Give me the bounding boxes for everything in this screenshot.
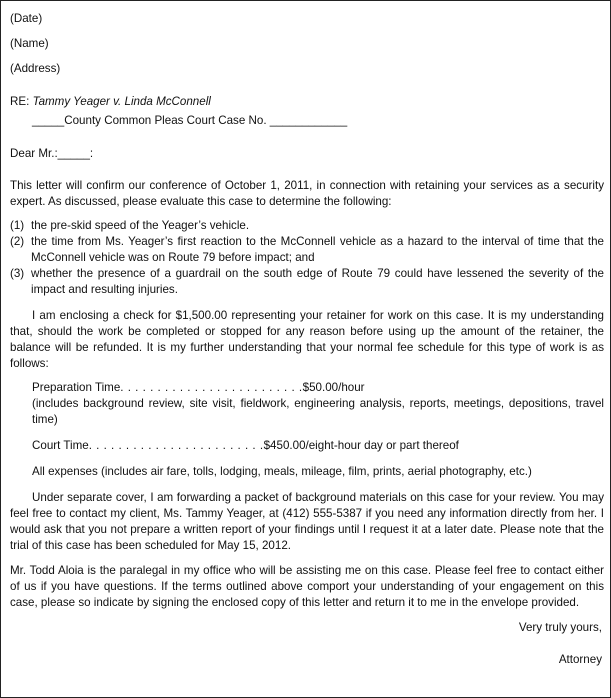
prep-rate: $50.00/hour [302, 381, 365, 394]
court-time-line [10, 438, 604, 454]
list-text: the pre-skid speed of the Yeager’s vehicle. [31, 219, 250, 232]
list-number: (3) [10, 267, 25, 280]
name-line: (Name) [10, 37, 49, 50]
court-rate: $450.00/eight-hour day or part thereof [263, 439, 459, 452]
list-item [10, 234, 604, 266]
list-item [10, 218, 604, 234]
preparation-time-line [10, 380, 604, 396]
re-parties: Tammy Yeager v. Linda McConnell [32, 95, 211, 108]
list-item [10, 266, 604, 298]
list-number: (2) [10, 235, 25, 248]
expenses-line: All expenses (includes air fare, tolls, lodging, meals, mileage, film, prints, aerial photography, etc.) [32, 465, 532, 478]
date-line: (Date) [10, 12, 43, 25]
court-label: Court Time [32, 439, 89, 452]
intro-paragraph: This letter will confirm our conference of October 1, 2011, in connection with retaining your services as a security expert. As discussed, please evaluate this case to determine the following: [10, 179, 604, 208]
list-text: the time from Ms. Yeager’s first reaction to the McConnell vehicle as a hazard to the interval of time that the McConnell vehicle was on Route 79 before impact; and [31, 235, 604, 264]
salutation: Dear Mr.:_____: [10, 147, 94, 160]
sign-off: Very truly yours, [518, 621, 602, 634]
closing-paragraph: Mr. Todd Aloia is the paralegal in my office who will be assisting me on this case. Please feel free to contact either of us if you have questions. If the terms outlined above comport your understanding of your engagement on this case, please so indicate by signing the enclosed copy of this letter and return it to me in the envelope provided. [10, 564, 604, 609]
retainer-paragraph: I am enclosing a check for $1,500.00 representing your retainer for work on this case. It is my understanding that, should the work be completed or stopped for any reason before using up the amount of the retainer, the balance will be refunded. It is my further understanding that your normal fee schedule for this type of work is as follows: [10, 309, 604, 370]
leader-dots: . . . . . . . . . . . . . . . . . . . . . . . . . [120, 381, 303, 394]
prep-label: Preparation Time [32, 381, 121, 394]
case-number-line: _____County Common Pleas Court Case No. ____________ [32, 114, 348, 127]
list-text: whether the presence of a guardrail on the south edge of Route 79 could have lessened the severity of the impact and resulting injuries. [31, 267, 604, 296]
preparation-time-note: (includes background review, site visit, fieldwork, engineering analysis, reports, meetings, depositions, travel time) [32, 397, 604, 426]
separate-cover-paragraph: Under separate cover, I am forwarding a packet of background materials on this case for your review. You may feel free to contact my client, Ms. Tammy Yeager, at (412) 555-5387 if you need any information directly from her. I would ask that you not prepare a written report of your findings until I request it at a later date. Please note that the trial of this case has been scheduled for May 15, 2012. [10, 491, 604, 552]
address-line: (Address) [10, 62, 61, 75]
signature-line: Attorney [558, 653, 602, 666]
leader-dots: . . . . . . . . . . . . . . . . . . . . . . . . [88, 439, 264, 452]
list-number: (1) [10, 219, 25, 232]
re-prefix: RE: [10, 95, 33, 108]
re-line [10, 94, 604, 110]
